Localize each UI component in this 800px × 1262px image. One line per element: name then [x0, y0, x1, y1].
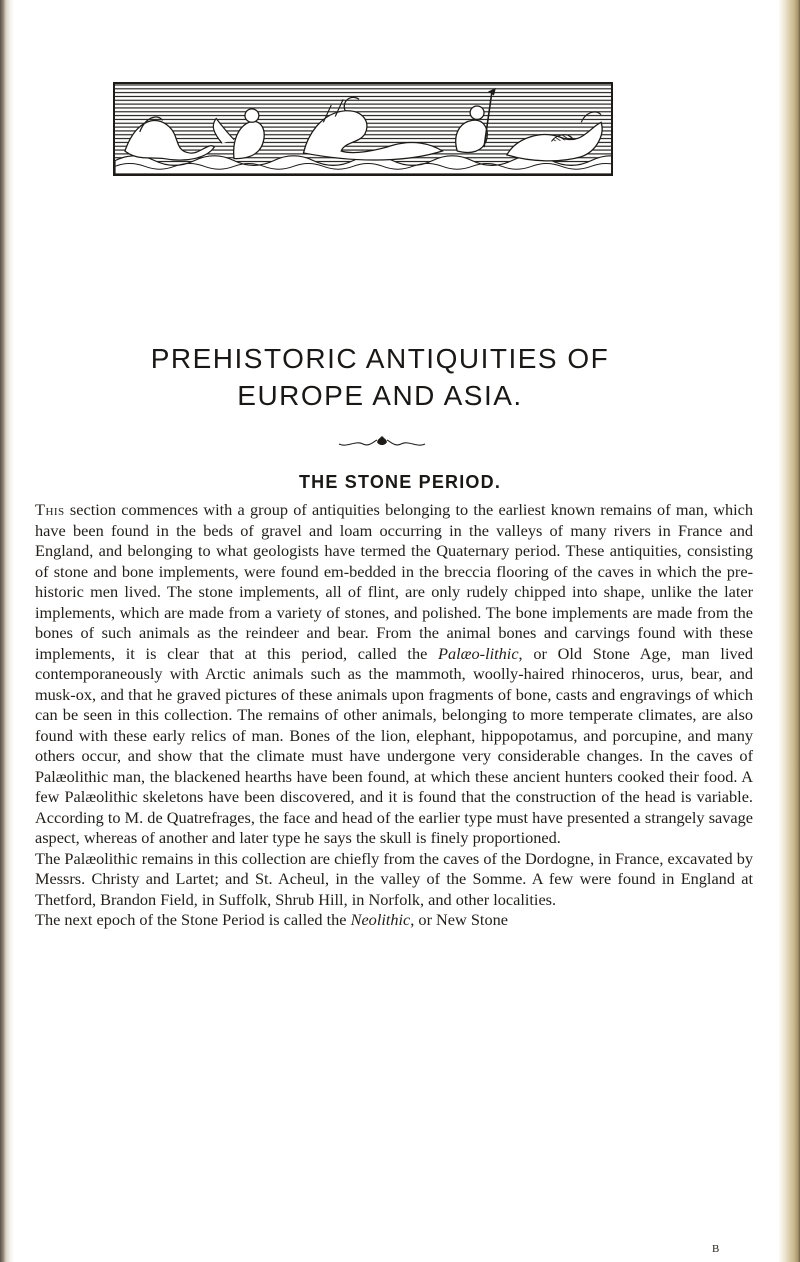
page-edge-right: [778, 0, 800, 1262]
paragraph-3: [35, 910, 753, 931]
ornamental-flourish-icon: [337, 434, 427, 450]
paragraph-3-part-1: The next epoch of the Stone Period is called the: [35, 910, 351, 929]
page-title-line-2: EUROPE AND ASIA.: [237, 380, 523, 411]
paragraph-2: [35, 849, 753, 911]
page-title-line-1: PREHISTORIC ANTIQUITIES OF: [150, 343, 610, 374]
paragraph-3-part-2: , or New Stone: [410, 910, 508, 929]
page-edge-left: [0, 0, 14, 1262]
term-neolithic: Neolithic: [350, 910, 411, 929]
paragraph-1: [35, 500, 753, 849]
paragraph-1-part-1: section commences with a group of antiquities belonging to the earliest known remains of man, which have been found in the beds of gravel and loam occurring in the valleys of many rivers in France and England, and belonging to what geologists have termed the Quaternary period. These antiquities, consisting of stone and bone implements, were found em-bedded in the breccia flooring of the caves in which the pre-historic men lived. The stone implements, all of flint, are only rudely chipped into shape, unlike the later implements, which are made from a variety of stones, and polished. The bone implements are made from the bones of such animals as the reindeer and bear. From the animal bones and carvings found with these implements, it is clear that at this period, called the: [35, 500, 753, 663]
body-text: [35, 500, 753, 931]
sea-creatures-frieze-icon: [115, 84, 611, 174]
decorative-banner-illustration: [113, 82, 613, 176]
section-heading: THE STONE PERIOD.: [298, 472, 502, 492]
paragraph-1-part-2: , or Old Stone Age, man lived contemporaneously with Arctic animals such as the mammoth, woolly-haired rhinoceros, urus, bear, and musk-ox, and that he graved pictures of these animals upon fragments of bone, casts and engravings of which can be seen in this collection. The remains of other animals, belonging to more temperate climates, are also found with these early relics of man. Bones of the lion, elephant, hippopotamus, and porcupine, and many others occur, and show that the climate must have undergone very considerable changes. In the caves of Palæolithic man, the blackened hearths have been found, at which these ancient hunters cooked their food. A few Palæolithic skeletons have been discovered, and it is found that the construction of the head is variable. According to M. de Quatrefrages, the face and head of the earlier type must have presented a strangely savage aspect, whereas of another and later type he says the skull is finely proportioned.: [35, 643, 753, 847]
term-palaeolithic: Palæo-lithic: [438, 643, 519, 663]
signature-mark: B: [712, 1243, 720, 1255]
paragraph-1-lead: This: [35, 500, 65, 519]
paragraph-2-text: The Palæolithic remains in this collection are chiefly from the caves of the Dordogne, in France, excavated by Messrs. Christy and Lartet; and St. Acheul, in the valley of the Somme. A few were found in England at Thetford, Brandon Field, in Suffolk, Shrub Hill, in Norfolk, and other localities.: [35, 848, 753, 909]
